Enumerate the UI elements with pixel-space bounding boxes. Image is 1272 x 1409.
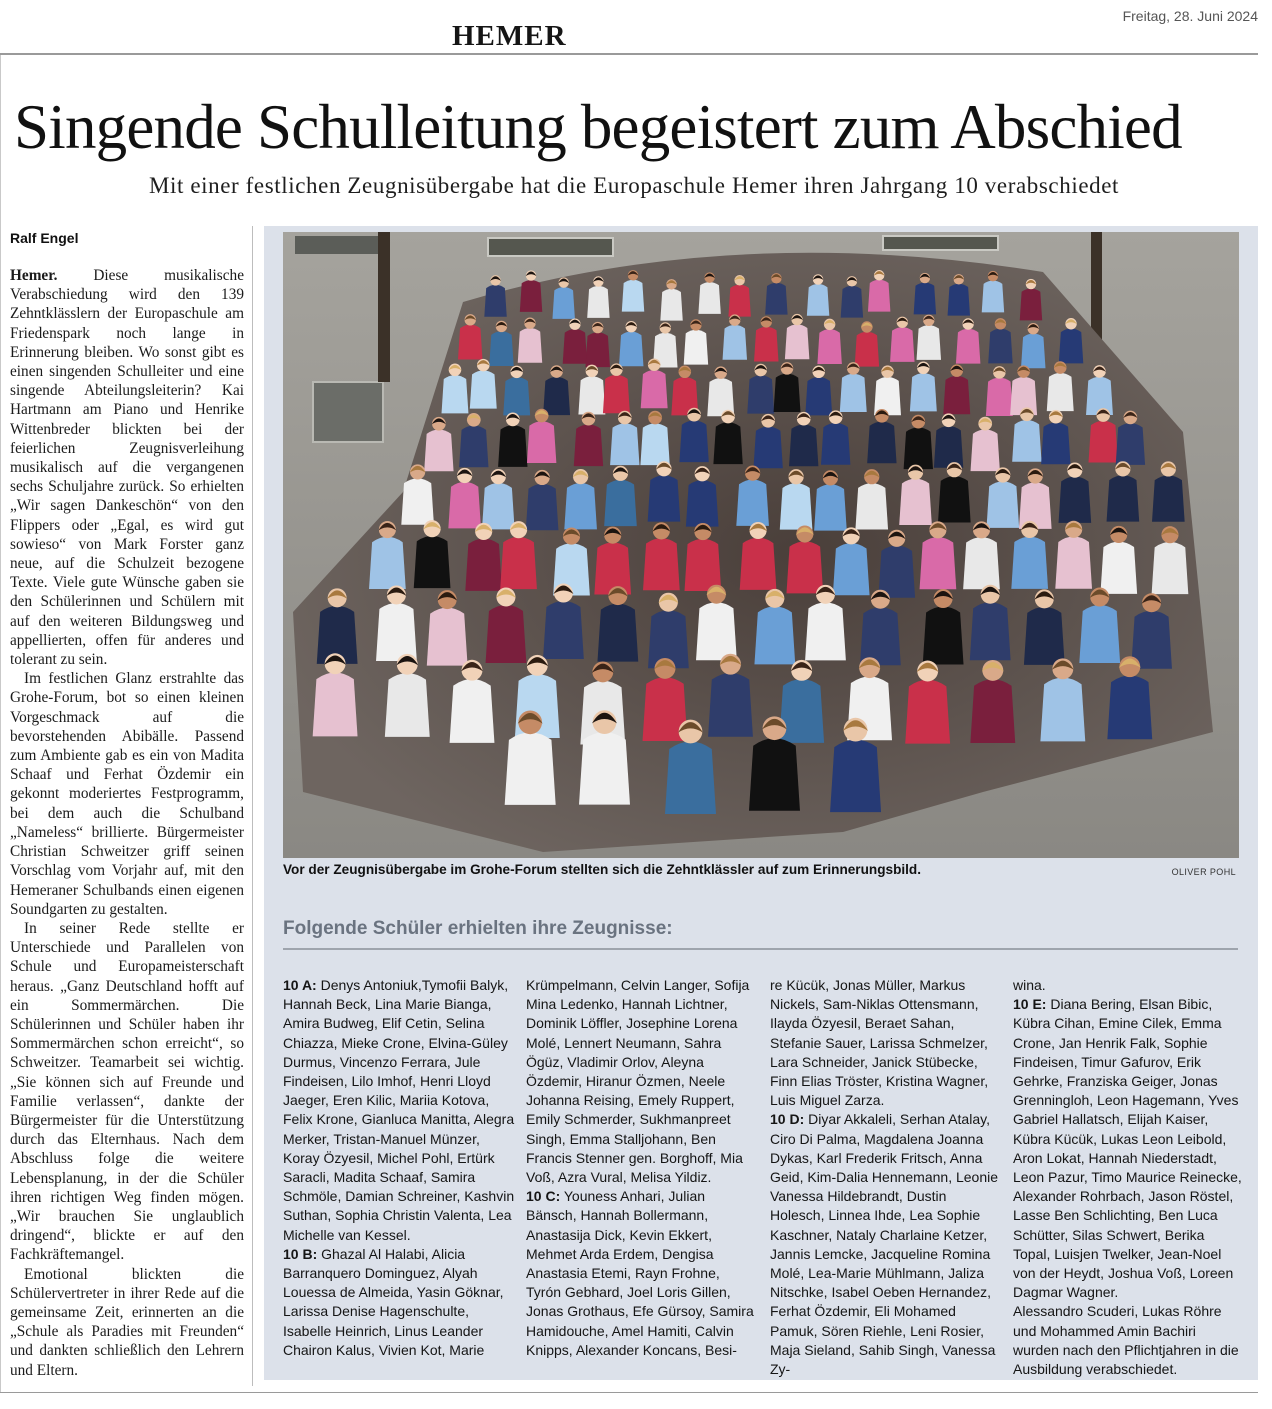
photo-person-body xyxy=(376,603,417,661)
photo-person-body xyxy=(821,423,850,465)
article-paragraph: Im festlichen Glanz erstrahlte das Grohe-Forum, bot so einen kleinen Vorgeschmack auf die bevorstehenden Abibälle. Passend zum Ambiente gab es ein von Madita Schaaf und Ferhat Özdemir ein gekonnt moderiertes Festprogramm, bei dem auch die Schulband „Nameless“ brillierte. Bürgermeister Christian Schweitzer griff seinen Vorschlag vom Vorjahr auf, mit den Hemeraner Schulbands einen eigenen Soundgarten zu gestalten. xyxy=(10,670,244,918)
photo-person-body xyxy=(963,537,1000,589)
article-paragraph: In seiner Rede stellte er Unterschiede und Parallelen von Schule und Europameisterschaft heraus. „Ganz Deutschland hofft auf ein Sommermärchen. Die Schülerinnen und Schüler haben ihr Sommermärchen schon erreicht“, so Schweitzer. Teamarbeit sei wichtig. „Sie können sich auf Freunde und Familie verlassen“, dankte der Bürgermeister für die Unterstützung durch das Elternhaus. Nach dem Abschluss folge die weitere Lebensplanung, in der die Schüler ihren richtigen Weg finden mögen. „Wir brauchen Sie unglaublich dringend“, blickte er auf den Fachkräftemangel. xyxy=(10,919,244,1264)
photo-person-body xyxy=(1116,423,1145,465)
photo-person-body xyxy=(708,673,753,737)
group-photo-illustration xyxy=(283,232,1239,858)
photo-person-body xyxy=(1021,333,1045,368)
photo-person-body xyxy=(1100,542,1137,594)
photo-person-body xyxy=(905,680,950,744)
photo-person-body xyxy=(728,285,750,317)
photo-person-body xyxy=(914,282,936,314)
graduates-rule xyxy=(283,948,1238,950)
photo-person-body xyxy=(1047,373,1074,411)
photo-person-body xyxy=(780,483,813,529)
class-block xyxy=(1013,1302,1245,1379)
class-names: Krümpelmann, Celvin Langer, Sofija Mina Ledenko, Hannah Lichtner, Dominik Löffler, Josephine Lorena Molé, Lennert Neumann, Sahra Ögüz, Vladimir Orlov, Aleyna Özdemir, Hiranur Özmen, Neele Johanna Reising, Emely Ruppert, Emily Schmerder, Sukhmanpreet Singh, Emma Stalljohann, Ben Francis Stenner gen. Borghoff, Mia Voß, Azra Vural, Melisa Yildiz. xyxy=(526,977,750,1186)
class-names: Ghazal Al Halabi, Alicia Barranquero Dominguez, Alyah Louessa de Almeida, Yasin Göknar, Larissa Denise Hagenschulte, Isabelle Heinrich, Linus Leander Chairon Kalus, Vivien Kot, Marie xyxy=(283,1245,504,1358)
photo-person-body xyxy=(753,426,782,468)
photo-person-body xyxy=(923,607,964,665)
photo-person-body xyxy=(313,673,358,737)
photo-person-body xyxy=(1020,288,1042,320)
class-names: re Kücük, Jonas Müller, Markus Nickels, Sam-Niklas Ottensmann, Ilayda Özyesil, Beraet Sahan, Stefanie Sauer, Larissa Schmelzer, Lara Schneider, Janick Stübecke, Finn Elias Tröster, Kristina Wagner, Luis Miguel Zarza. xyxy=(770,977,989,1109)
photo-person-body xyxy=(747,375,774,413)
photo-person-body xyxy=(424,429,453,471)
photo-person-body xyxy=(840,374,867,412)
photo-person-body xyxy=(786,541,823,593)
photo-person-body xyxy=(943,376,970,414)
class-block xyxy=(283,976,515,1245)
photo-person-body xyxy=(1152,475,1185,521)
photo-person-body xyxy=(855,483,888,529)
photo-person-body xyxy=(982,281,1004,313)
photo-person-body xyxy=(619,331,643,366)
photo-person-body xyxy=(754,606,795,664)
graduates-column-3 xyxy=(770,976,1002,1379)
photo-person-body xyxy=(948,284,970,316)
class-names: Diana Bering, Elsan Bibic, Kübra Cihan, Emine Cilek, Emma Crone, Jan Henrik Falk, Sophie Findeisen, Timur Gafurov, Erik Gehrke, Franziska Geiger, Jonas Grenningloh, Leon Hagemann, Yves Gabriel Hallatsch, Elijah Kaiser, Kübra Kücük, Lukas Leon Leibold, Aron Lokat, Hannah Niederstadt, Leon Pazur, Timo Maurice Reinecke, Alexander Rohrbach, Jason Röstel, Lasse Ben Schlichting, Ben Luca Schütter, Silas Schwert, Berika Topal, Luisjen Twelker, Jean-Noel von der Heydt, Joshua Voß, Loreen Dagmar Wagner. xyxy=(1013,996,1242,1301)
photo-person-body xyxy=(603,375,630,413)
class-names: Diyar Akkaleli, Serhan Atalay, Ciro Di Palma, Magdalena Joanna Dykas, Karl Frederik Fritsch, Anna Geid, Kim-Dalia Hennemann, Leonie Vanessa Hildebrandt, Dustin Holesch, Linnea Ihde, Lea Sophie Kaschner, Nataly Charlaine Ketzer, Jannis Lemcke, Jacqueline Romina Molé, Lea-Marie Mühlmann, Jaliza Nitschke, Isabel Oeben Hernandez, Ferhat Özdemir, Eli Mohamed Pamuk, Sören Riehle, Leni Rosier, Maja Sieland, Sahib Singh, Vanessa Zy- xyxy=(770,1111,999,1378)
photo-person-body xyxy=(971,429,1000,471)
photo-person-body xyxy=(817,329,841,364)
photo-person-body xyxy=(500,537,537,589)
photo-person-body xyxy=(723,325,747,360)
author-byline: Ralf Engel xyxy=(10,230,79,246)
photo-person-body xyxy=(641,370,668,408)
class-block xyxy=(770,976,1002,1110)
graduates-column-1 xyxy=(283,976,515,1360)
photo-person-body xyxy=(920,537,957,589)
photo-caption: Vor der Zeugnisübergabe im Grohe-Forum stellten sich die Zehntklässler auf zum Erinnerungsbild. xyxy=(283,862,922,877)
photo-person-body xyxy=(427,608,468,666)
photo-person-body xyxy=(874,377,901,415)
photo-person-body xyxy=(414,536,451,588)
photo-person-body xyxy=(1086,377,1113,415)
photo-person-body xyxy=(1152,542,1189,594)
photo-person-body xyxy=(442,375,469,413)
photo-person-body xyxy=(498,425,527,467)
photo-person-body xyxy=(578,376,605,414)
photo-person-body xyxy=(665,742,716,815)
photo-person-body xyxy=(934,426,963,468)
photo-person-body xyxy=(484,285,506,317)
photo-person-body xyxy=(841,286,863,318)
photo-person-body xyxy=(686,480,719,526)
article-paragraph xyxy=(10,266,244,669)
photo-person-body xyxy=(878,546,915,598)
photo-person-body xyxy=(604,480,637,526)
photo-person-body xyxy=(890,327,914,362)
photo-person-body xyxy=(587,286,609,318)
photo-person-body xyxy=(1107,675,1152,739)
paragraph-text: Diese musikalische Verabschiedung wird den 139 Zehntklässlern der Europaschule am Friedenspark noch lange in Erinnerung bleiben. Wo sonst gibt es einen singenden Schulleiter und eine singende Abteilungsleiterin? Kai Hartmann am Piano und Henrike Wittenbreder blickten bei der feierlichen Zeugnisverleihung musikalisch auf die vergangenen sechs Schuljahre zurück. So erhielten „Wir sagen Dankeschön“ von den Flippers oder „Egal, es wird gut sowieso“ von Mark Forster ganz neue, auf die Schulzeit bezogene Texte. Viele gute Wünsche gaben sie den Schülerinnen und Schülern mit auf den weiteren Bildungsweg und appellierten, offen für anderes und tolerant zu sein. xyxy=(10,267,244,669)
subheadline: Mit einer festlichen Zeugnisübergabe hat die Europaschule Hemer ihren Jahrgang 10 verabschiedet xyxy=(148,173,1120,198)
photo-person-body xyxy=(789,424,818,466)
photo-person-body xyxy=(458,325,482,360)
photo-person-body xyxy=(910,373,937,411)
photo-person-body xyxy=(807,284,829,316)
photo-person-body xyxy=(867,422,896,464)
class-label: 10 D: xyxy=(770,1111,805,1128)
photo-person-body xyxy=(987,481,1020,527)
photo-person-body xyxy=(868,280,890,312)
photo-person-body xyxy=(938,476,971,522)
graduates-column-2 xyxy=(526,976,758,1360)
article-body xyxy=(10,266,244,1380)
photo-person-body xyxy=(505,732,556,805)
photo-person-body xyxy=(369,537,406,589)
class-label: 10 E: xyxy=(1013,996,1047,1013)
class-names: wina. xyxy=(1013,977,1046,993)
photo-person-body xyxy=(833,543,870,595)
photo-person-body xyxy=(1089,421,1118,463)
photo-person-body xyxy=(684,330,708,365)
photo-person-body xyxy=(904,427,933,469)
photo-person-body xyxy=(520,280,542,312)
photo-person-body xyxy=(696,602,737,660)
graduates-column-4 xyxy=(1013,976,1245,1379)
header-rule xyxy=(0,53,1258,55)
photo-person-body xyxy=(526,484,559,530)
photo-person-body xyxy=(1040,678,1085,742)
graduates-heading: Folgende Schüler erhielten ihre Zeugnisse: xyxy=(283,918,673,939)
photo-person-body xyxy=(486,605,527,663)
photo-person-body xyxy=(470,370,497,408)
photo-person-body xyxy=(1024,607,1065,665)
photo-person-body xyxy=(749,738,800,811)
photo-person-body xyxy=(698,282,720,314)
photo-person-body xyxy=(814,484,847,530)
photo-person-body xyxy=(448,482,481,528)
photo-person-body xyxy=(660,289,682,321)
section-title: HEMER xyxy=(452,20,567,52)
photo-person-body xyxy=(640,423,669,465)
photo-person-body xyxy=(805,377,832,415)
photo-person-body xyxy=(754,327,778,362)
photo-person-body xyxy=(459,426,488,468)
photo-person-body xyxy=(917,325,941,360)
column-divider xyxy=(252,226,253,1386)
photo-person-body xyxy=(482,483,515,529)
class-block xyxy=(1013,995,1245,1302)
photo-person-body xyxy=(648,475,681,521)
photo-person-body xyxy=(563,329,587,364)
photo-person-body xyxy=(543,601,584,659)
photo-person-body xyxy=(740,538,777,590)
photo-person-body xyxy=(774,374,801,412)
class-names: Youness Anhari, Julian Bänsch, Hannah Bollermann, Anastasija Dick, Kevin Ekkert, Mehmet Arda Erdem, Dengisa Anastasia Etemi, Rayn Frohne, Tyrón Gebhard, Joel Loris Gillen, Jonas Grothaus, Efe Gürsoy, Samira Hamidouche, Amel Hamiti, Calvin Knipps, Alexander Koncans, Besi- xyxy=(526,1188,754,1358)
photo-person-body xyxy=(684,539,721,591)
photo-person-body xyxy=(1011,537,1048,589)
photo-person-body xyxy=(1059,477,1092,523)
photo-person-body xyxy=(679,420,708,462)
photo-person-body xyxy=(597,604,638,662)
photo-person-body xyxy=(956,329,980,364)
photo-person-body xyxy=(594,542,631,594)
class-names: Alessandro Scuderi, Lukas Röhre und Mohammed Amin Bachiri wurden nach den Pflichtjahren in die Ausbildung verabschiedet. xyxy=(1013,1303,1239,1378)
photo-person-body xyxy=(1055,537,1092,589)
class-label: 10 A: xyxy=(283,977,317,993)
photo-person-body xyxy=(489,331,513,366)
photo-person-body xyxy=(1079,605,1120,663)
photo-credit: OLIVER POHL xyxy=(1171,867,1236,877)
class-label: 10 C: xyxy=(526,1188,561,1205)
photo-person-body xyxy=(579,732,630,805)
photo-person-body xyxy=(830,740,881,813)
photo-person-body xyxy=(860,607,901,665)
photo-person-body xyxy=(622,280,644,312)
photo-person-body xyxy=(1041,422,1070,464)
photo-person-body xyxy=(585,332,609,367)
headline: Singende Schulleitung begeistert zum Abschied xyxy=(14,92,1182,162)
photo-person-body xyxy=(899,479,932,525)
photo-person-body xyxy=(503,377,530,415)
photo-person-body xyxy=(970,602,1011,660)
photo-person-body xyxy=(385,673,430,737)
issue-date: Freitag, 28. Juni 2024 xyxy=(1122,8,1258,24)
photo-person-body xyxy=(765,283,787,315)
class-block xyxy=(1013,976,1245,995)
photo-person-body xyxy=(401,478,434,524)
photo-person-body xyxy=(713,422,742,464)
class-label: 10 B: xyxy=(283,1245,318,1262)
photo-person-body xyxy=(1019,482,1052,528)
class-block xyxy=(526,1187,758,1360)
class-block xyxy=(770,1110,1002,1379)
photo-person-body xyxy=(855,332,879,367)
footer-rule xyxy=(0,1392,1258,1393)
class-names: Denys Antoniuk,Tymofii Balyk, Hannah Beck, Lina Marie Bianga, Amira Budweg, Elif Cetin, Selina Chiazza, Mieke Crone, Elvina-Güley Durmus, Vincenzo Ferrara, Jule Findeisen, Lilo Imhof, Henri Lloyd Jaeger, Eren Kilic, Mariia Kotova, Felix Krone, Gianluca Manitta, Alegra Merker, Tristan-Manuel Münzer, Koray Özyesil, Michel Pohl, Ertürk Saracli, Madita Schaaf, Samira Schmöle, Damian Schreiner, Kashvin Suthan, Sophia Christin Valenta, Lea Michelle van Kessel. xyxy=(283,977,515,1243)
photo-person-body xyxy=(465,539,502,591)
group-photo xyxy=(283,232,1239,858)
photo-person-body xyxy=(527,421,556,463)
photo-person-body xyxy=(552,287,574,319)
article-paragraph: Emotional blickten die Schülervertreter in ihrer Rede auf die gemeinsame Zeit, erinnerten an die „Schule als Paradies mit Freunden“ und dankten schließlich den Lehrern und Eltern. xyxy=(10,1265,244,1379)
photo-person-body xyxy=(1059,329,1083,364)
photo-person-body xyxy=(986,378,1013,416)
class-block xyxy=(283,1245,515,1360)
photo-person-body xyxy=(610,423,639,465)
photo-person-body xyxy=(574,424,603,466)
photo-person-body xyxy=(779,679,824,743)
photo-person-body xyxy=(1107,475,1140,521)
left-margin-rule xyxy=(0,54,1,1392)
photo-person-body xyxy=(970,679,1015,743)
photo-person-body xyxy=(736,479,769,525)
photo-person-body xyxy=(988,329,1012,364)
photo-person-body xyxy=(450,679,495,743)
photo-person-body xyxy=(518,328,542,363)
photo-person-body xyxy=(643,538,680,590)
photo-person-body xyxy=(564,483,597,529)
photo-person-body xyxy=(1012,420,1041,462)
class-block xyxy=(526,976,758,1187)
photo-person-body xyxy=(543,377,570,415)
photo-person-body xyxy=(805,602,846,660)
dateline-place: Hemer. xyxy=(10,267,58,284)
photo-person-body xyxy=(785,324,809,359)
